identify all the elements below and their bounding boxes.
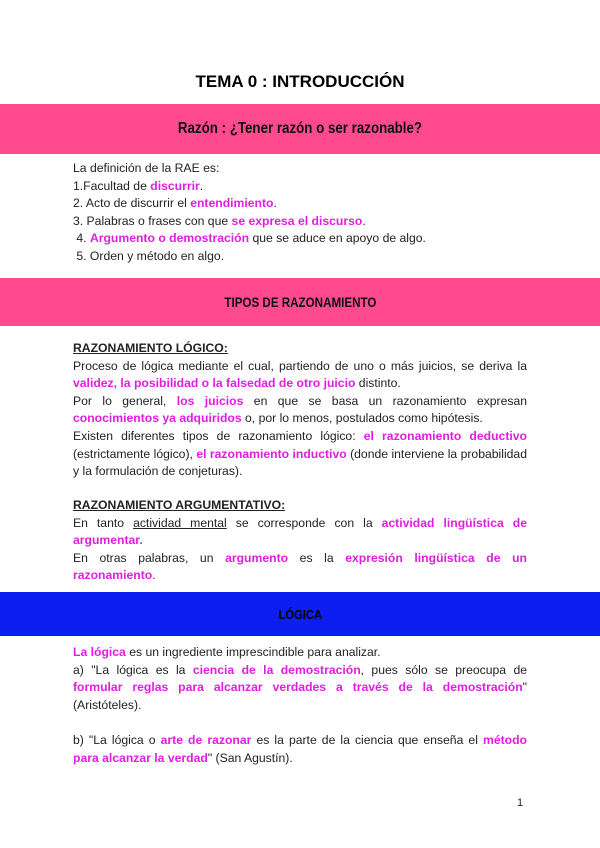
subheading-logico: RAZONAMIENTO LÓGICO: — [73, 341, 228, 355]
section-band-tipos — [0, 278, 600, 326]
text: . — [199, 178, 204, 193]
highlight: se expresa el discurso — [231, 213, 363, 228]
highlight: expresión lingüística de un razonamiento — [73, 550, 527, 583]
text: " (San Agustín). — [207, 750, 293, 765]
highlight: el razonamiento inductivo — [196, 446, 347, 461]
text: " (Aristóteles). — [73, 680, 527, 712]
section-band-logica — [0, 592, 600, 636]
definition-item-3 — [73, 213, 527, 231]
text: en que se basa un razonamiento expresan — [243, 393, 527, 408]
text: se corresponde con la — [226, 515, 382, 530]
highlight: actividad lingüística de argumentar. — [73, 515, 527, 548]
text: En tanto — [73, 515, 134, 530]
page-title: TEMA 0 : INTRODUCCIÓN — [195, 72, 405, 91]
paragraph — [73, 428, 527, 481]
highlight: los juicios — [176, 393, 244, 408]
section-title-logica: LÓGICA — [278, 606, 322, 622]
text: distinto. — [355, 376, 401, 391]
paragraph — [73, 732, 527, 767]
text: . — [273, 196, 277, 211]
highlight: validez, la posibilidad o la falsedad de otro juicio — [73, 376, 356, 391]
paragraph — [73, 550, 527, 585]
paragraph — [73, 515, 527, 550]
section-title-razon: Razón : ¿Tener razón o ser razonable? — [177, 120, 423, 137]
highlight: entendimiento — [190, 196, 274, 211]
text: que se aduce en apoyo de algo. — [249, 231, 426, 246]
text: o, por lo menos, postulados como hipótesis. — [241, 411, 483, 426]
text: Proceso de lógica mediante el cual, partiendo de uno o más juicios, se deriva la — [73, 358, 527, 373]
highlight: conocimientos ya adquiridos — [73, 411, 242, 426]
highlight: método para alcanzar la verdad — [73, 732, 527, 765]
text: (estrictamente lógico), — [73, 446, 197, 461]
paragraph — [73, 662, 527, 715]
text: (donde interviene la probabilidad y la formulación de conjeturas). — [73, 446, 527, 479]
text: En otras palabras, un — [73, 550, 226, 565]
definition-item-1 — [73, 178, 527, 196]
text: es la — [288, 550, 346, 565]
rae-definition — [73, 160, 527, 266]
paragraph — [73, 358, 527, 393]
text: . — [362, 213, 366, 228]
text: Por lo general, — [73, 393, 177, 408]
text: es la parte de la ciencia que enseña el — [251, 732, 483, 747]
highlight: el razonamiento deductivo — [363, 428, 527, 443]
definition-item-4 — [73, 230, 527, 248]
text: b) "La lógica o — [73, 732, 161, 747]
text: . — [152, 568, 156, 583]
page-number: 1 — [517, 797, 524, 809]
definition-item-2 — [73, 195, 527, 213]
text: Existen diferentes tipos de razonamiento lógico: — [73, 428, 364, 443]
definition-item-5: 5. Orden y método en algo. — [73, 248, 225, 263]
text: 4. — [73, 231, 90, 246]
text: , pues sólo se preocupa de — [360, 662, 528, 677]
text: a) "La lógica es la — [73, 662, 193, 677]
highlight: La lógica — [73, 645, 126, 659]
highlight: argumento — [225, 550, 289, 565]
highlight: Argumento o demostración — [89, 231, 250, 246]
underlined-text: actividad mental — [133, 515, 227, 530]
razonamiento-argumentativo — [73, 497, 527, 585]
spacer — [73, 714, 527, 732]
definition-intro: La definición de la RAE es: — [73, 161, 220, 175]
paragraph — [73, 393, 527, 428]
text: es un ingrediente imprescindible para analizar. — [125, 645, 381, 659]
text: 1.Facultad de — [73, 178, 151, 193]
paragraph — [73, 644, 527, 662]
highlight: arte de razonar — [160, 732, 252, 747]
section-band-razon — [0, 104, 600, 154]
text: 3. Palabras o frases con que — [73, 213, 232, 228]
text: 2. Acto de discurrir el — [73, 196, 191, 211]
subheading-argumentativo: RAZONAMIENTO ARGUMENTATIVO: — [73, 498, 286, 512]
highlight: discurrir — [150, 178, 200, 193]
highlight: ciencia de la demostración — [192, 662, 361, 677]
razonamiento-logico — [73, 340, 527, 481]
logica-section — [73, 644, 527, 767]
section-title-tipos: TIPOS DE RAZONAMIENTO — [223, 294, 377, 310]
highlight: formular reglas para alcanzar verdades a través de la demostración — [73, 680, 523, 695]
